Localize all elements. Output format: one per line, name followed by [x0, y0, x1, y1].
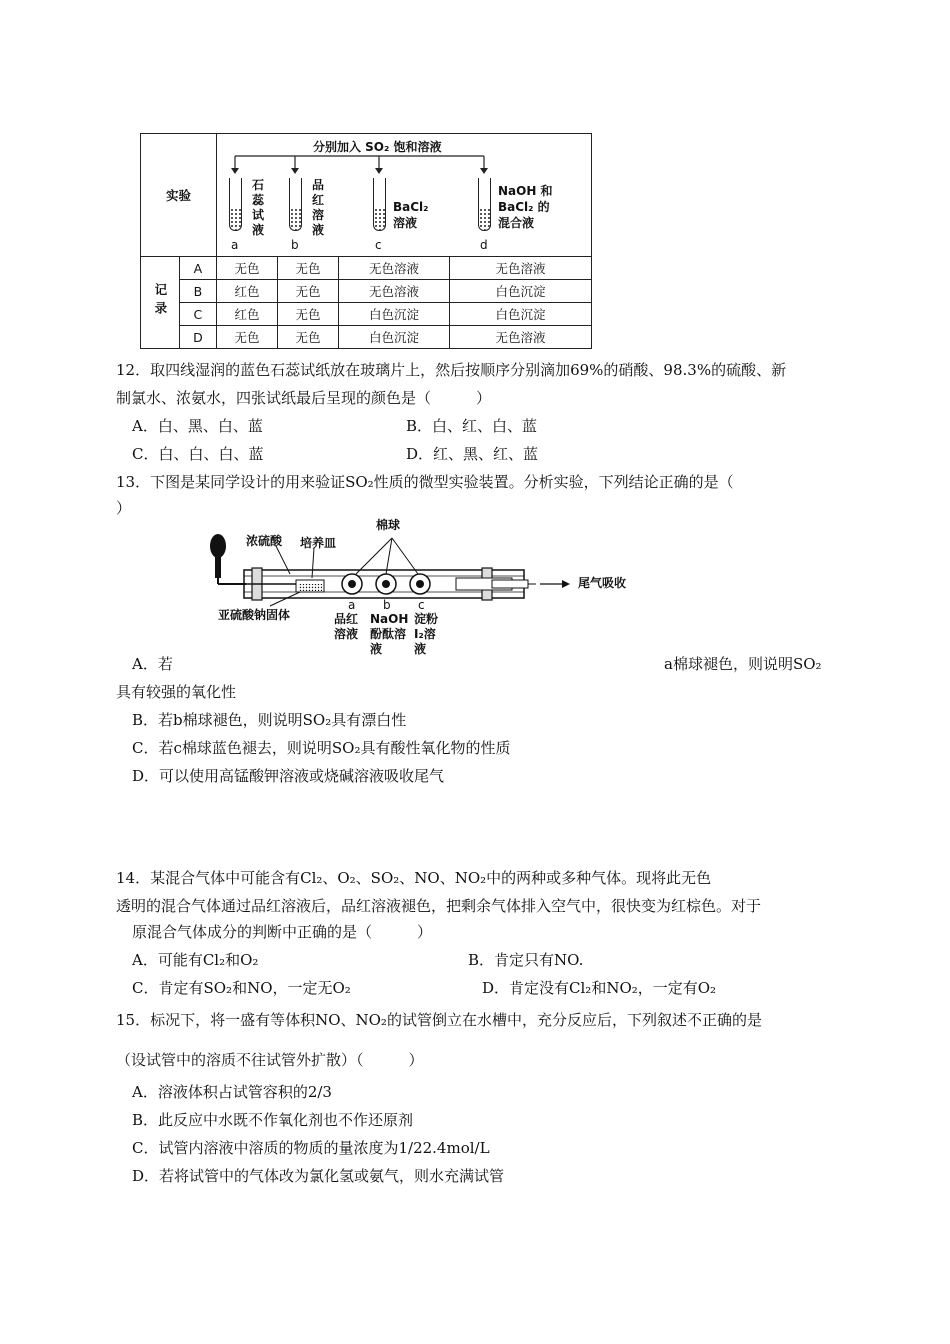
q14-option-d: D．肯定没有Cl₂和NO₂，一定有O₂ [482, 979, 717, 997]
test-tube-b [289, 178, 302, 231]
label-solid: 亚硫酸钠固体 [218, 608, 291, 622]
cell-c: 白色沉淀 [338, 326, 449, 349]
q13-option-a-part1: A．若 [132, 655, 173, 673]
cell-d: 无色溶液 [450, 326, 592, 349]
label-cotton: 棉球 [376, 518, 401, 532]
label-c: c [418, 598, 425, 612]
table-row [141, 303, 592, 326]
apparatus-diagram [200, 514, 650, 656]
q14-option-a: A．可能有Cl₂和O₂ [132, 951, 259, 969]
label-a: a [348, 598, 356, 612]
q15-option-c: C．试管内溶液中溶质的物质的量浓度为1/22.4mol/L [132, 1139, 490, 1157]
cell-d: 无色溶液 [450, 257, 592, 280]
row-option: C [179, 303, 216, 326]
row-option: B [179, 280, 216, 303]
row-option: A [179, 257, 216, 280]
q14-stem-line2: 透明的混合气体通过品红溶液后，品红溶液褪色，把剩余气体排入空气中，很快变为红棕色。对于 [116, 897, 762, 915]
test-tube-c [373, 178, 386, 231]
label-b-solution: NaOH酚酞溶液 [370, 612, 409, 656]
row-option: D [179, 326, 216, 349]
tube-d-reagent-line3: 混合液 [497, 216, 534, 230]
cell-c: 无色溶液 [338, 257, 449, 280]
q13-stem-line2: ） [116, 499, 132, 517]
cell-a: 无色 [216, 257, 277, 280]
cell-d: 白色沉淀 [450, 280, 592, 303]
cell-c: 白色沉淀 [338, 303, 449, 326]
cell-c: 无色溶液 [338, 280, 449, 303]
record-label: 记录 [152, 282, 168, 320]
q15-option-b: B．此反应中水既不作氧化剂也不作还原剂 [132, 1111, 414, 1129]
q15-option-d: D．若将试管中的气体改为氯化氢或氨气，则水充满试管 [132, 1167, 505, 1185]
experiment-label: 实验 [165, 188, 191, 203]
q14-stem-line1: 14．某混合气体中可能含有Cl₂、O₂、SO₂、NO、NO₂中的两种或多种气体。现将此无色 [116, 869, 712, 887]
label-c-solution: 淀粉I₂溶液 [414, 612, 439, 656]
cell-b: 无色 [277, 257, 338, 280]
label-dish: 培养皿 [300, 536, 337, 550]
tube-a-letter: a [230, 238, 239, 252]
q12-option-a: A．白、黑、白、蓝 [132, 417, 263, 435]
q14-stem-line3: 原混合气体成分的判断中正确的是（ ） [132, 923, 433, 941]
q12-stem-line1: 12．取四线湿润的蓝色石蕊试纸放在玻璃片上，然后按顺序分别滴加69%的硝酸、98.3%的硫酸、新 [116, 361, 787, 379]
arrow-lines [217, 134, 591, 174]
tube-a-reagent: 石蕊试液 [251, 178, 264, 237]
q14-option-b: B．肯定只有NO. [468, 951, 584, 969]
cell-b: 无色 [277, 280, 338, 303]
label-b: b [383, 598, 391, 612]
table-row [141, 280, 592, 303]
tube-b-reagent: 品红溶液 [311, 178, 324, 237]
experiment-apparatus-cell [216, 134, 591, 257]
tube-c-reagent-line1: BaCl₂ [392, 200, 429, 214]
tube-c-reagent-line2: 溶液 [392, 216, 417, 230]
table-row [141, 257, 592, 280]
cell-b: 无色 [277, 326, 338, 349]
tube-d-reagent-line2: BaCl₂ 的 [497, 200, 550, 214]
cell-a: 红色 [216, 280, 277, 303]
q13-stem-line1: 13．下图是某同学设计的用来验证SO₂性质的微型实验装置。分析实验，下列结论正确的是（ [116, 473, 734, 491]
cell-a: 无色 [216, 326, 277, 349]
tube-d-letter: d [479, 238, 488, 252]
q15-stem-line2: （设试管中的溶质不往试管外扩散）（ ） [116, 1051, 424, 1069]
top-label: 分别加入 SO₂ 饱和溶液 [312, 140, 442, 154]
q12-stem-line2: 制氯水、浓氨水，四张试纸最后呈现的颜色是（ ） [116, 389, 492, 407]
tubes-diagram [217, 134, 591, 256]
experiment-label-cell [141, 134, 217, 257]
q15-option-a: A．溶液体积占试管容积的2/3 [132, 1083, 332, 1101]
cell-b: 无色 [277, 303, 338, 326]
label-tail-gas: 尾气吸收 [578, 576, 627, 590]
tube-d-reagent-line1: NaOH 和 [497, 184, 553, 198]
q12-option-c: C．白、白、白、蓝 [132, 445, 264, 463]
record-label-cell [141, 257, 180, 349]
test-tube-a [229, 178, 242, 231]
tube-b-letter: b [290, 238, 299, 252]
label-a-solution: 品红溶液 [334, 612, 359, 641]
cell-a: 红色 [216, 303, 277, 326]
cell-d: 白色沉淀 [450, 303, 592, 326]
test-tube-d [478, 178, 491, 231]
table-row [141, 326, 592, 349]
q13-option-d: D．可以使用高锰酸钾溶液或烧碱溶液吸收尾气 [132, 767, 445, 785]
experiment-table [140, 133, 592, 349]
label-conc-acid: 浓硫酸 [246, 534, 283, 548]
q13-option-c: C．若c棉球蓝色褪去，则说明SO₂具有酸性氧化物的性质 [132, 739, 511, 757]
q14-option-c: C．肯定有SO₂和NO，一定无O₂ [132, 979, 351, 997]
q13-option-a-part2: a棉球褪色，则说明SO₂ [664, 655, 822, 673]
tube-c-letter: c [374, 238, 382, 252]
q12-option-b: B．白、红、白、蓝 [406, 417, 538, 435]
q13-option-b: B．若b棉球褪色，则说明SO₂具有漂白性 [132, 711, 407, 729]
q15-stem-line1: 15．标况下，将一盛有等体积NO、NO₂的试管倒立在水槽中，充分反应后，下列叙述不正确的是 [116, 1011, 762, 1029]
q13-option-a-part3: 具有较强的氧化性 [116, 683, 237, 701]
q12-option-d: D．红、黑、红、蓝 [406, 445, 539, 463]
